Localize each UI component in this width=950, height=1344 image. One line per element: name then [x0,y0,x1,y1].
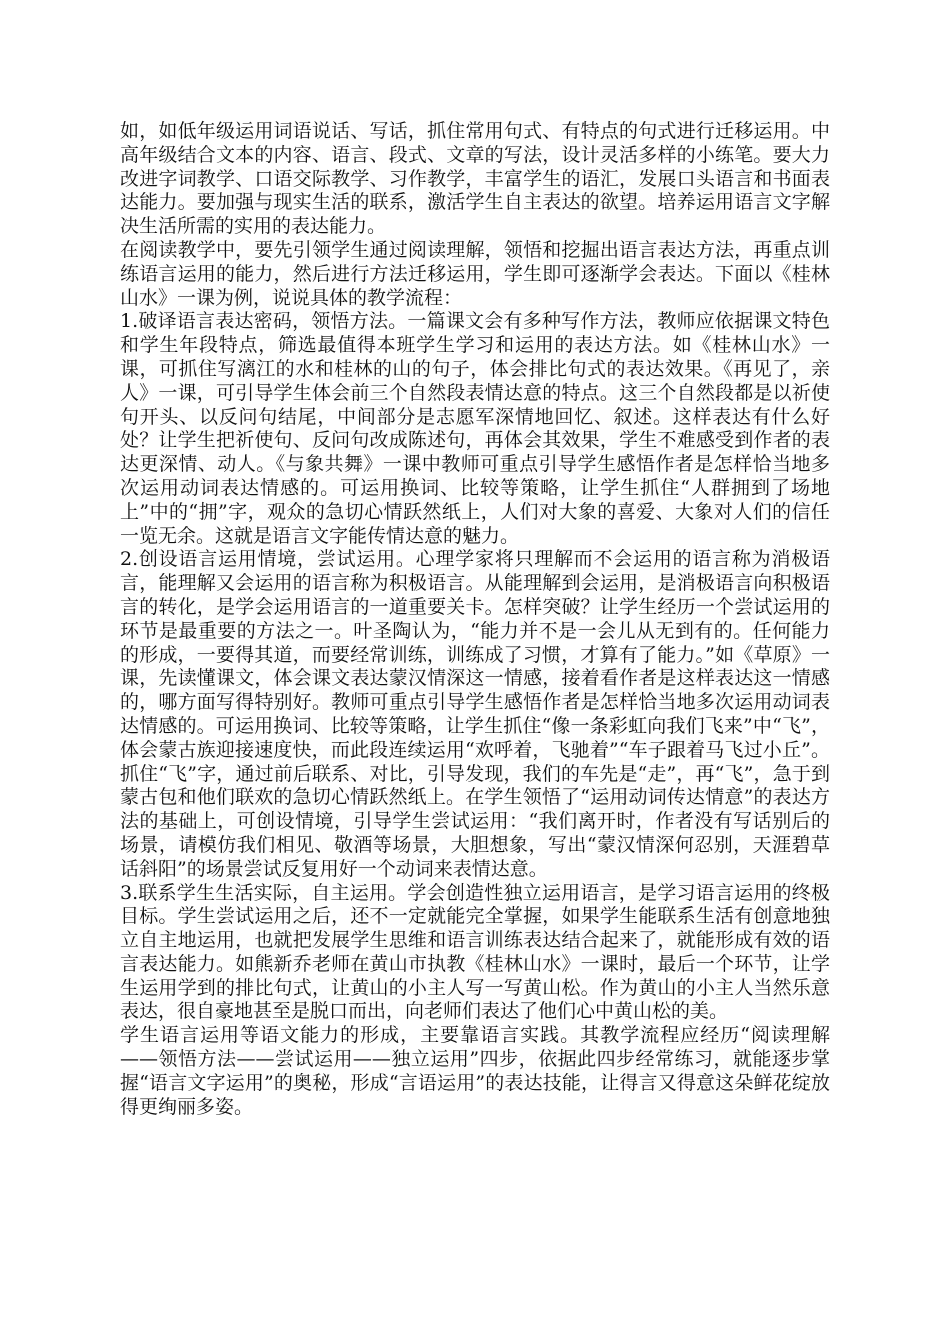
paragraph-reading-teaching: 在阅读教学中，要先引领学生通过阅读理解，领悟和挖掘出语言表达方法，再重点训练语言运用的能力，然后进行方法迁移运用，学生即可逐渐学会表达。下面以《桂林山水》一课为例，说说具体的教学流程： [120,238,830,309]
document-body [120,120,830,1119]
paragraph-conclusion: 学生语言运用等语文能力的形成，主要靠语言实践。其教学流程应经历“阅读理解——领悟方法——尝试运用——独立运用”四步，依据此四步经常练习，就能逐步掌握“语言文字运用”的奥秘，形成“言语运用”的表达技能，让得言又得意这朵鲜花绽放得更绚丽多姿。 [120,1024,830,1118]
paragraph-intro: 如，如低年级运用词语说话、写话，抓住常用句式、有特点的句式进行迁移运用。中高年级结合文本的内容、语言、段式、文章的写法，设计灵活多样的小练笔。要大力改进字词教学、口语交际教学、习作教学，丰富学生的语汇，发展口头语言和书面表达能力。要加强与现实生活的联系，激活学生自主表达的欲望。培养运用语言文字解决生活所需的实用的表达能力。 [120,120,830,238]
paragraph-step-3: 3.联系学生生活实际，自主运用。学会创造性独立运用语言，是学习语言运用的终极目标。学生尝试运用之后，还不一定就能完全掌握，如果学生能联系生活有创意地独立自主地运用，也就把发展学生思维和语言训练表达结合起来了，就能形成有效的语言表达能力。如熊新乔老师在黄山市执教《桂林山水》一课时，最后一个环节，让学生运用学到的排比句式，让黄山的小主人写一写黄山松。作为黄山的小主人当然乐意表达，很自豪地甚至是脱口而出，向老师们表达了他们心中黄山松的美。 [120,881,830,1023]
paragraph-step-1: 1.破译语言表达密码，领悟方法。一篇课文会有多种写作方法，教师应依据课文特色和学生年段特点，筛选最值得本班学生学习和运用的表达方法。如《桂林山水》一课，可抓住写漓江的水和桂林的山的句子，体会排比句式的表达效果。《再见了，亲人》一课，可引导学生体会前三个自然段表情达意的特点。这三个自然段都是以祈使句开头、以反问句结尾，中间部分是志愿军深情地回忆、叙述。这样表达有什么好处？让学生把祈使句、反问句改成陈述句，再体会其效果，学生不难感受到作者的表达更深情、动人。《与象共舞》一课中教师可重点引导学生感悟作者是怎样恰当地多次运用动词表达情感的。可运用换词、比较等策略，让学生抓住“人群拥到了场地上”中的“拥”字，观众的急切心情跃然纸上，人们对大象的喜爱、大象对人们的信任一览无余。这就是语言文字能传情达意的魅力。 [120,310,830,547]
paragraph-step-2: 2.创设语言运用情境，尝试运用。心理学家将只理解而不会运用的语言称为消极语言，能理解又会运用的语言称为积极语言。从能理解到会运用，是消极语言向积极语言的转化，是学会运用语言的一道重要关卡。怎样突破？让学生经历一个尝试运用的环节是最重要的方法之一。叶圣陶认为，“能力并不是一会儿从无到有的。任何能力的形成，一要得其道，而要经常训练，训练成了习惯，才算有了能力。”如《草原》一课，先读懂课文，体会课文表达蒙汉情深这一情感，接着看作者是这样表达这一情感的，哪方面写得特别好。教师可重点引导学生感悟作者是怎样恰当地多次运用动词表达情感的。可运用换词、比较等策略，让学生抓住“像一条彩虹向我们飞来”中“飞”，体会蒙古族迎接速度快，而此段连续运用“欢呼着，飞驰着”“车子跟着马飞过小丘”。抓住“飞”字，通过前后联系、对比，引导发现，我们的车先是“走”，再“飞”，急于到蒙古包和他们联欢的急切心情跃然纸上。在学生领悟了“运用动词传达情意”的表达方法的基础上，可创设情境，引导学生尝试运用：“我们离开时，作者没有写话别后的场景，请模仿我们相见、敬酒等场景，大胆想象，写出“蒙汉情深何忍别，天涯碧草话斜阳”的场景尝试反复用好一个动词来表情达意。 [120,548,830,880]
